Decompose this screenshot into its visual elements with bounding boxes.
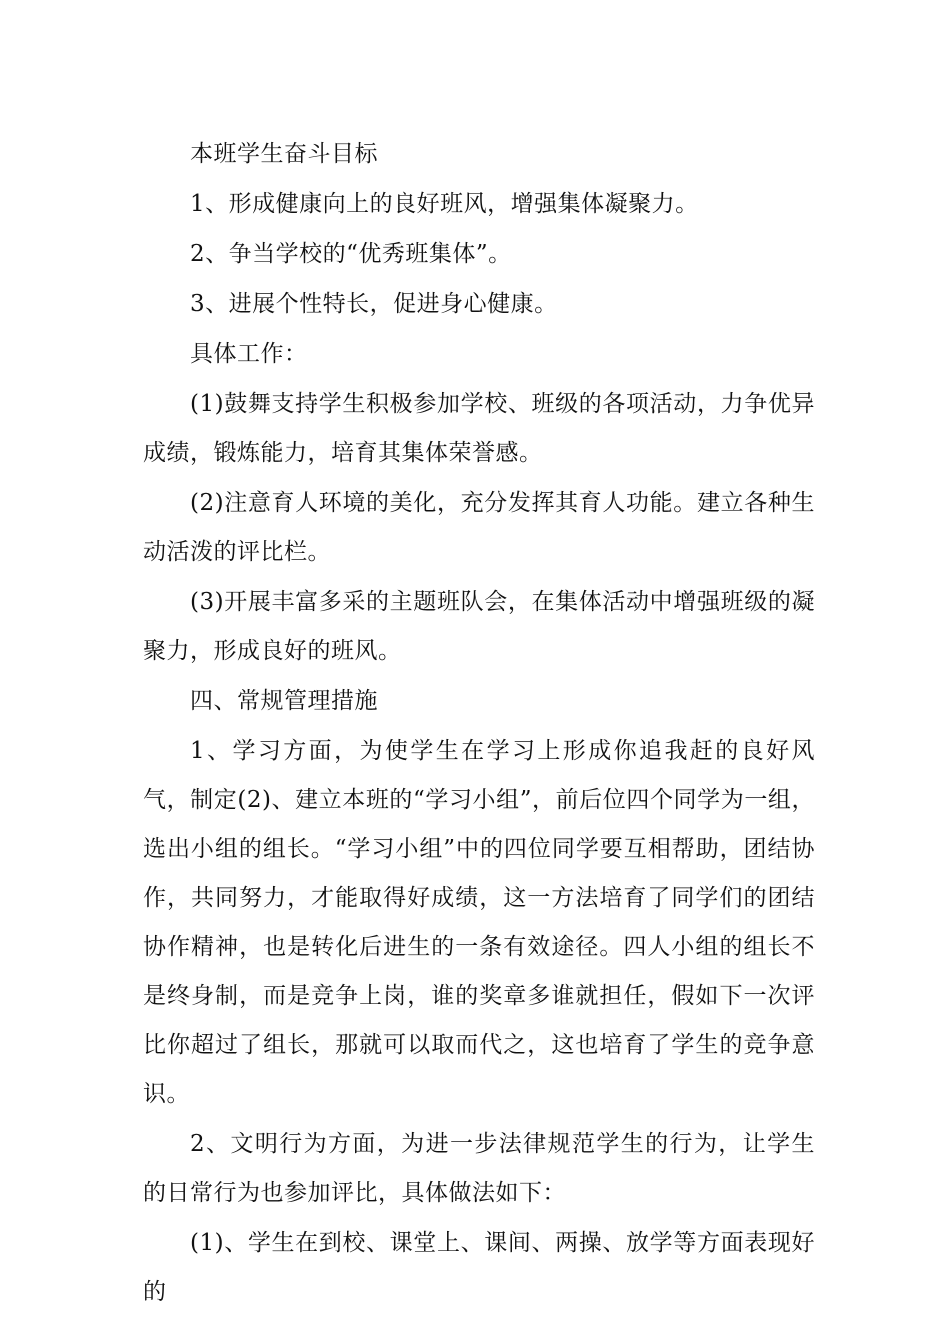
paragraph-study: 1、学习方面，为使学生在学习上形成你追我赶的良好风气，制定(2)、建立本班的“学习小组”，前后位四个同学为一组，选出小组的组长。“学习小组”中的四位同学要互相帮助，团结协作，共同努力，才能取得好成绩，这一方法培育了同学们的团结协作精神，也是转化后进生的一条有效途径。四人小组的组长不是终身制，而是竞争上岗，谁的奖章多谁就担任，假如下一次评比你超过了组长，那就可以取而代之，这也培育了学生的竞争意识。 <box>143 738 815 1107</box>
paragraph-work-1: (1)鼓舞支持学生积极参加学校、班级的各项活动，力争优异成绩，锻炼能力，培育其集体荣誉感。 <box>143 391 815 466</box>
paragraph-work-2: (2)注意育人环境的美化，充分发挥其育人功能。建立各种生动活泼的评比栏。 <box>143 490 815 565</box>
paragraph-goal-1: 1、形成健康向上的良好班风，增强集体凝聚力。 <box>190 191 699 217</box>
paragraph-goal-2: 2、争当学校的“优秀班集体”。 <box>190 241 512 267</box>
document-body <box>143 130 815 1317</box>
paragraph-section-four-heading: 四、常规管理措施 <box>190 688 378 714</box>
paragraph-behavior-1: (1)、学生在到校、课堂上、课间、两操、放学等方面表现好的 <box>143 1230 815 1305</box>
paragraph-work-3: (3)开展丰富多采的主题班队会，在集体活动中增强班级的凝聚力，形成良好的班风。 <box>143 589 815 664</box>
paragraph-behavior: 2、文明行为方面，为进一步法律规范学生的行为，让学生的日常行为也参加评比，具体做法如下： <box>143 1131 815 1206</box>
paragraph-goal-3: 3、进展个性特长，促进身心健康。 <box>190 291 558 317</box>
paragraph-goal-heading: 本班学生奋斗目标 <box>190 141 378 167</box>
paragraph-work-heading: 具体工作： <box>190 341 308 367</box>
